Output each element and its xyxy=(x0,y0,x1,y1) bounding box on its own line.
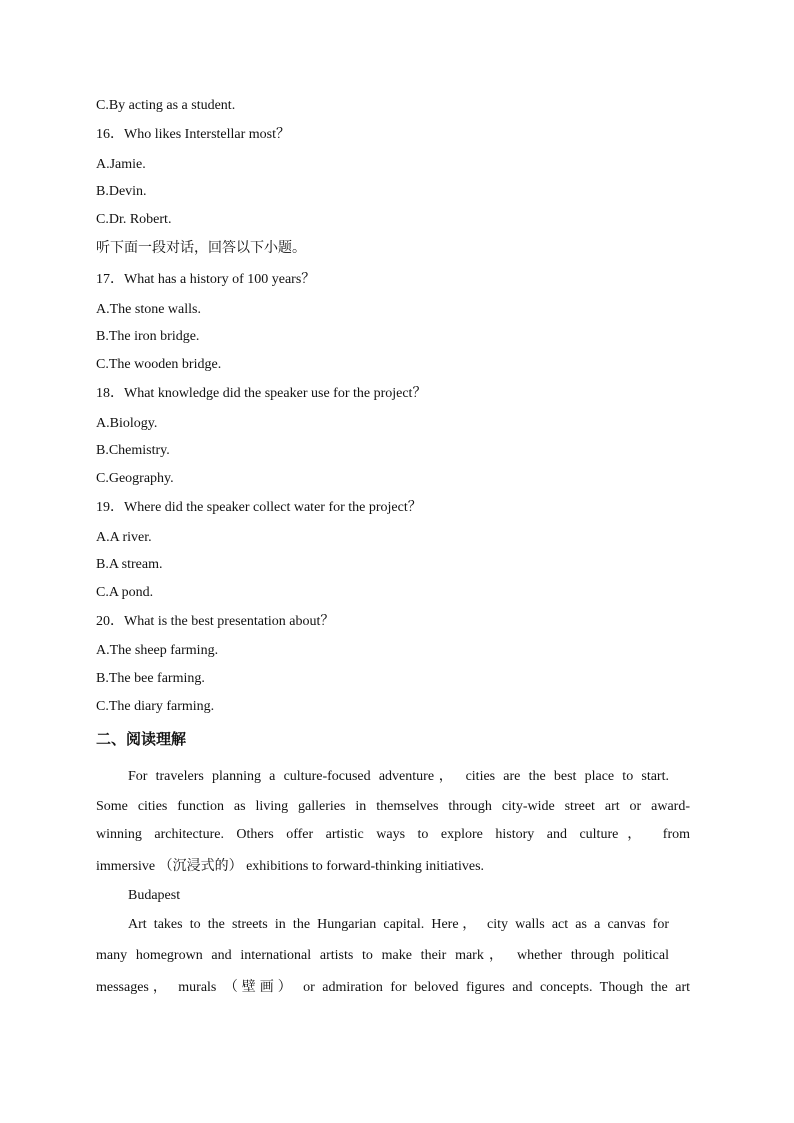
q16-option-b: B.Devin. xyxy=(96,184,147,199)
q19-question: 19．Where did the speaker collect water for the project？ xyxy=(96,500,422,515)
q17-option-c: C.The wooden bridge. xyxy=(96,357,222,372)
passage-subheading: Budapest xyxy=(128,888,181,903)
passage-line: messages， murals （壁画） or admiration for beloved figures and concepts. Though the art xyxy=(96,980,690,995)
q17-question: 17．What has a history of 100 years？ xyxy=(96,272,316,287)
q16-question: 16．Who likes Interstellar most？ xyxy=(96,127,291,142)
q20-option-b: B.The bee farming. xyxy=(96,671,205,686)
q16-option-a: A.Jamie. xyxy=(96,157,146,172)
passage-line: Art takes to the streets in the Hungarian capital. Here， city walls act as a canvas for xyxy=(128,917,669,932)
section-heading: 二、阅读理解 xyxy=(96,730,187,748)
q20-option-c: C.The diary farming. xyxy=(96,699,215,714)
q18-question: 18．What knowledge did the speaker use for the project？ xyxy=(96,386,427,401)
q17-option-a: A.The stone walls. xyxy=(96,302,201,317)
passage-line: many homegrown and international artists to make their mark， whether through political xyxy=(96,948,669,963)
q19-option-a: A.A river. xyxy=(96,530,152,545)
q15-option-c: C.By acting as a student. xyxy=(96,98,236,113)
q19-option-b: B.A stream. xyxy=(96,557,163,572)
passage-line: immersive （沉浸式的） exhibitions to forward-thinking initiatives. xyxy=(96,859,485,874)
passage-line: For travelers planning a culture-focused adventure， cities are the best place to start. xyxy=(128,769,669,784)
passage-line: winning architecture. Others offer artistic ways to explore history and culture， from xyxy=(96,827,690,842)
q18-option-b: B.Chemistry. xyxy=(96,443,170,458)
q19-option-c: C.A pond. xyxy=(96,585,154,600)
q16-option-c: C.Dr. Robert. xyxy=(96,212,172,227)
passage-line: Some cities function as living galleries in themselves through city-wide street art or award- xyxy=(96,799,690,814)
q20-question: 20．What is the best presentation about？ xyxy=(96,614,335,629)
q17-option-b: B.The iron bridge. xyxy=(96,329,200,344)
q18-option-a: A.Biology. xyxy=(96,416,158,431)
listening-instruction: 听下面一段对话，回答以下小题。 xyxy=(96,240,306,256)
q18-option-c: C.Geography. xyxy=(96,471,174,486)
q20-option-a: A.The sheep farming. xyxy=(96,643,219,658)
